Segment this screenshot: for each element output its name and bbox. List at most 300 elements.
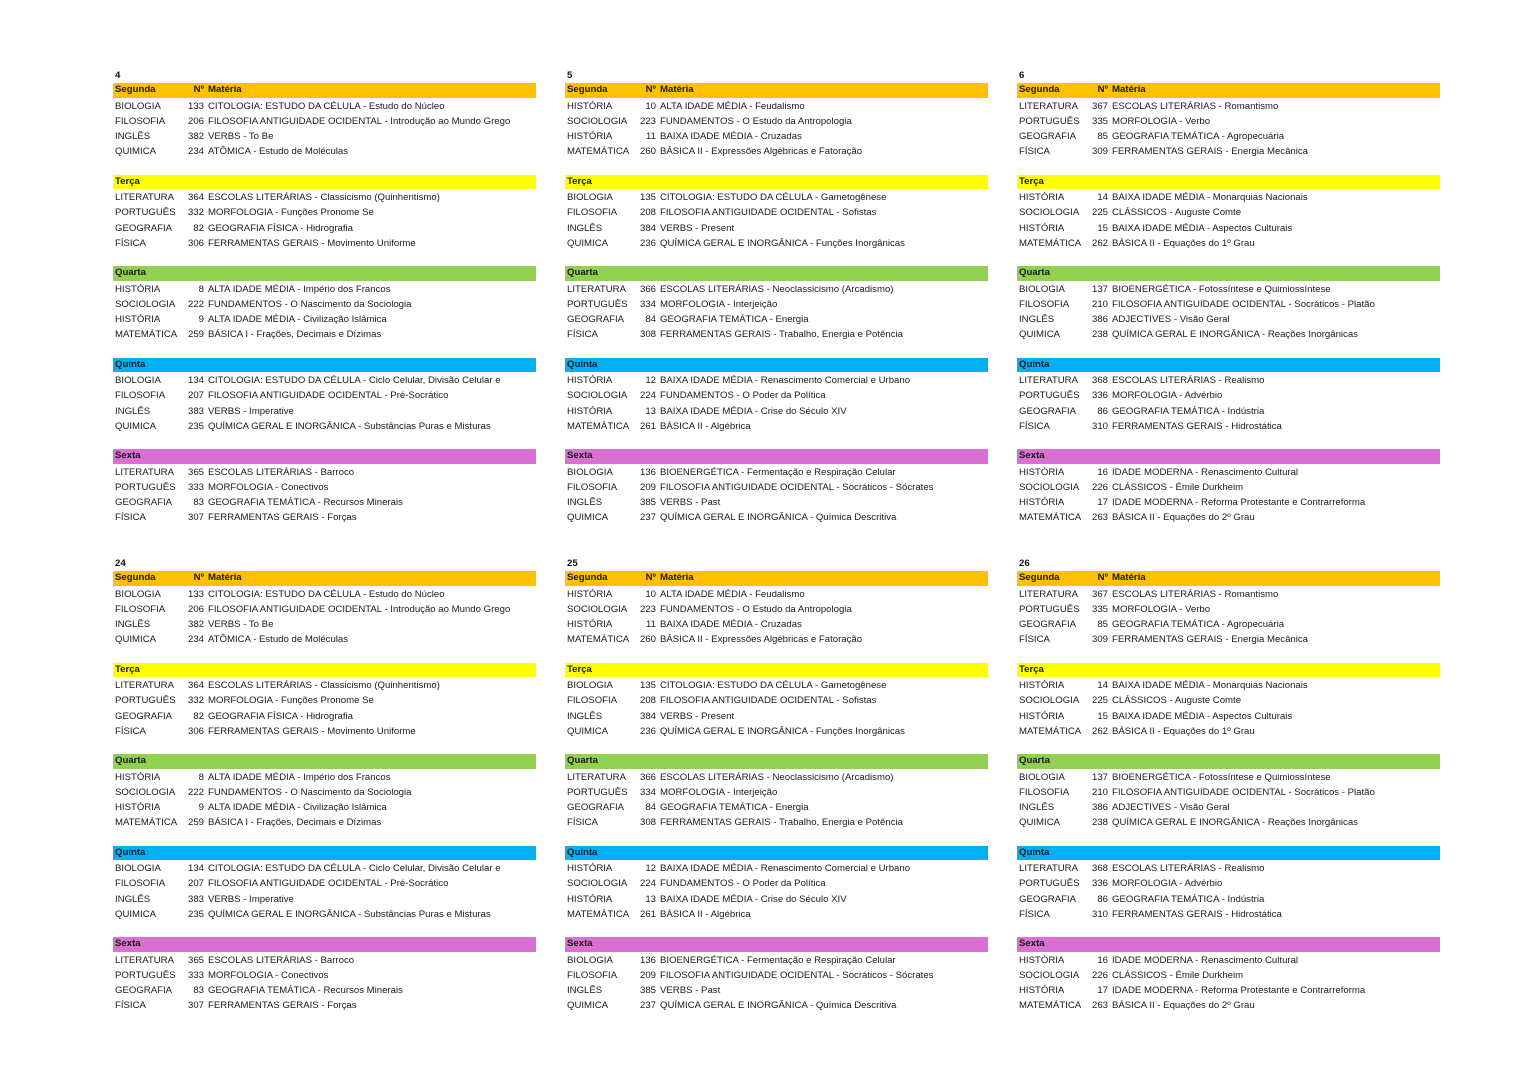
day-section-segunda	[565, 83, 988, 159]
subject-cell: QUIMICA	[1019, 329, 1061, 341]
table-row	[565, 785, 988, 800]
table-row	[1017, 876, 1440, 891]
number-cell: 262	[1091, 725, 1108, 737]
subject-cell: HISTÓRIA	[567, 405, 613, 417]
column-header-subject	[1108, 937, 1440, 952]
topic-cell: ESCOLAS LITERÁRIAS - Barroco	[208, 954, 355, 966]
subject-cell: GEOGRAFIA	[115, 222, 173, 234]
subject-cell: GEOGRAFIA	[115, 710, 173, 722]
table-row	[1017, 221, 1440, 236]
table-row	[113, 114, 536, 129]
topic-cell: MORFOLOGIA - Funções Pronome Se	[208, 207, 374, 219]
topic-cell: MORFOLOGIA - Conectivos	[208, 969, 329, 981]
topic-cell: QUÍMICA GERAL E INORGÂNICA - Funções Inorgânicas	[660, 725, 905, 737]
number-cell: 210	[1091, 298, 1108, 310]
number-cell: 222	[187, 786, 204, 798]
subject-cell: PORTUGUÊS	[1019, 390, 1080, 402]
day-section-quarta	[565, 754, 988, 830]
number-cell: 11	[646, 619, 656, 630]
number-cell: 309	[1091, 146, 1108, 158]
day-header	[565, 937, 988, 952]
subject-cell: LITERATURA	[115, 466, 174, 478]
column-header-number	[639, 754, 656, 769]
day-name: Quarta	[115, 267, 146, 279]
topic-cell: BÁSICA II - Algébrica	[660, 420, 751, 432]
number-cell: 17	[1097, 985, 1108, 996]
table-row	[1017, 236, 1440, 251]
day-section-quarta	[1017, 266, 1440, 342]
table-row	[113, 907, 536, 922]
day-section-terca	[113, 175, 536, 251]
subject-cell: MATEMÁTICA	[1019, 512, 1082, 524]
subject-cell: HISTÓRIA	[115, 283, 161, 295]
day-header	[565, 846, 988, 861]
day-header	[1017, 754, 1440, 769]
day-header	[565, 266, 988, 281]
subject-cell: LITERATURA	[115, 954, 174, 966]
topic-cell: ALTA IDADE MÉDIA - Civilização Islâmica	[208, 802, 387, 813]
subject-cell: BIOLOGIA	[115, 863, 161, 874]
table-row	[1017, 480, 1440, 495]
topic-cell: FERRAMENTAS GERAIS - Energia Mecânica	[1112, 634, 1309, 646]
day-section-quarta	[1017, 754, 1440, 830]
subject-cell: INGLÊS	[115, 893, 151, 905]
subject-cell: FÍSICA	[115, 725, 146, 737]
subject-cell: PORTUGUÊS	[1019, 878, 1080, 890]
topic-cell: ESCOLAS LITERÁRIAS - Classicismo (Quinhentismo)	[208, 680, 440, 691]
subject-cell: BIOLOGIA	[115, 588, 161, 600]
number-cell: 263	[1091, 512, 1108, 524]
column-header-subject	[656, 266, 988, 281]
column-header-number: Nº	[1097, 84, 1108, 96]
number-cell: 85	[1097, 131, 1108, 142]
day-section-quinta	[565, 846, 988, 922]
subject-cell: BIOLOGIA	[115, 375, 161, 386]
column-header-subject: Matéria	[208, 572, 242, 584]
column-header-subject	[204, 754, 536, 769]
subject-cell: SOCIOLOGIA	[1019, 481, 1080, 493]
day-name: Segunda	[115, 84, 156, 96]
number-cell: 386	[1091, 314, 1108, 325]
table-row	[1017, 495, 1440, 510]
subject-cell: FILOSOFIA	[567, 481, 618, 493]
subject-cell: HISTÓRIA	[567, 131, 613, 142]
number-cell: 208	[639, 695, 656, 707]
number-cell: 306	[187, 237, 204, 249]
subject-cell: HISTÓRIA	[567, 588, 613, 600]
number-cell: 236	[639, 725, 656, 737]
day-name: Terça	[115, 663, 140, 675]
topic-cell: ESCOLAS LITERÁRIAS - Romantismo	[1112, 100, 1279, 112]
subject-cell: MATEMÁTICA	[567, 634, 630, 646]
table-row	[1017, 419, 1440, 434]
column-header-subject	[656, 754, 988, 769]
subject-cell: INGLÊS	[567, 497, 603, 508]
subject-cell: LITERATURA	[115, 680, 174, 691]
table-row	[1017, 861, 1440, 876]
topic-cell: QUÍMICA GERAL E INORGÂNICA - Reações Inorgânicas	[1112, 817, 1358, 829]
table-row	[565, 968, 988, 983]
column-header-subject	[204, 937, 536, 952]
subject-cell: HISTÓRIA	[567, 863, 613, 874]
subject-cell: PORTUGUÊS	[1019, 603, 1080, 615]
table-row	[113, 861, 536, 876]
table-row	[113, 373, 536, 388]
number-cell: 334	[639, 298, 656, 310]
table-row	[565, 632, 988, 647]
topic-cell: CLÁSSICOS - Émile Durkheim	[1112, 481, 1244, 493]
column-header-number	[639, 846, 656, 861]
number-cell: 86	[1097, 405, 1108, 417]
table-row	[565, 221, 988, 236]
table-row	[113, 724, 536, 739]
topic-cell: ALTA IDADE MÉDIA - Império dos Francos	[208, 283, 391, 295]
schedule-block	[1017, 556, 1440, 1029]
column-header-subject	[204, 175, 536, 190]
day-name: Terça	[567, 175, 592, 187]
table-row	[113, 221, 536, 236]
column-header-subject: Matéria	[208, 84, 242, 96]
number-cell: 13	[645, 405, 656, 417]
table-row	[113, 953, 536, 968]
column-header-number	[187, 937, 204, 952]
number-cell: 385	[639, 985, 656, 996]
topic-cell: QUÍMICA GERAL E INORGÂNICA - Reações Inorgânicas	[1112, 329, 1358, 341]
column-header-number: Nº	[645, 572, 656, 584]
day-section-segunda	[113, 571, 536, 647]
day-section-sexta	[113, 937, 536, 1013]
subject-cell: GEOGRAFIA	[1019, 893, 1077, 905]
schedule-block	[113, 68, 536, 541]
table-row	[113, 404, 536, 419]
column-header-number	[1091, 663, 1108, 678]
column-header-subject	[1108, 266, 1440, 281]
day-header	[1017, 663, 1440, 678]
day-section-sexta	[565, 449, 988, 525]
subject-cell: SOCIOLOGIA	[567, 603, 628, 615]
topic-cell: FUNDAMENTOS - O Poder da Política	[660, 390, 826, 402]
topic-cell: BAIXA IDADE MÉDIA - Cruzadas	[660, 131, 802, 142]
table-row	[565, 373, 988, 388]
number-cell: 235	[187, 908, 204, 920]
topic-cell: BÁSICA II - Equações do 2º Grau	[1112, 1000, 1255, 1012]
table-row	[1017, 99, 1440, 114]
table-row	[113, 236, 536, 251]
topic-cell: GEOGRAFIA TEMÁTICA - Agropecuária	[1112, 619, 1285, 630]
day-header	[565, 663, 988, 678]
topic-cell: FILOSOFIA ANTIGUIDADE OCIDENTAL - Introdução ao Mundo Grego	[208, 115, 511, 127]
number-cell: 224	[639, 390, 656, 402]
topic-cell: FERRAMENTAS GERAIS - Hidrostática	[1112, 420, 1282, 432]
topic-cell: GEOGRAFIA FÍSICA - Hidrografia	[208, 710, 354, 722]
topic-cell: BÁSICA II - Equações do 1º Grau	[1112, 725, 1255, 737]
topic-cell: BAIXA IDADE MÉDIA - Monarquias Nacionais	[1112, 192, 1308, 203]
number-cell: 364	[187, 680, 204, 691]
table-row	[113, 495, 536, 510]
number-cell: 82	[193, 222, 204, 234]
topic-cell: CITOLOGIA: ESTUDO DA CÉLULA - Ciclo Celular, Divisão Celular e	[208, 863, 501, 874]
table-row	[565, 190, 988, 205]
number-cell: 14	[1097, 192, 1108, 203]
subject-cell: HISTÓRIA	[1019, 192, 1065, 203]
topic-cell: BÁSICA II - Equações do 2º Grau	[1112, 512, 1255, 524]
table-row	[565, 465, 988, 480]
topic-cell: CLÁSSICOS - Émile Durkheim	[1112, 969, 1244, 981]
table-row	[1017, 602, 1440, 617]
table-row	[1017, 114, 1440, 129]
table-row	[1017, 983, 1440, 998]
number-cell: 134	[187, 375, 204, 386]
topic-cell: GEOGRAFIA TEMÁTICA - Recursos Minerais	[208, 985, 403, 996]
day-name: Quarta	[1019, 267, 1050, 279]
table-row	[1017, 373, 1440, 388]
day-section-sexta	[1017, 449, 1440, 525]
schedule-block	[113, 556, 536, 1029]
column-header-subject: Matéria	[1112, 84, 1146, 96]
day-header	[113, 175, 536, 190]
topic-cell: FILOSOFIA ANTIGUIDADE OCIDENTAL - Sofistas	[660, 695, 877, 707]
day-name: Segunda	[115, 572, 156, 584]
topic-cell: CITOLOGIA: ESTUDO DA CÉLULA - Estudo do Núcleo	[208, 588, 445, 600]
column-header-number	[639, 663, 656, 678]
number-cell: 223	[639, 603, 656, 615]
topic-cell: FILOSOFIA ANTIGUIDADE OCIDENTAL - Socráticos - Platão	[1112, 786, 1375, 798]
topic-cell: BAIXA IDADE MÉDIA - Cruzadas	[660, 619, 802, 630]
subject-cell: FÍSICA	[567, 329, 598, 341]
number-cell: 208	[639, 207, 656, 219]
number-cell: 136	[639, 954, 656, 966]
day-header	[1017, 571, 1440, 586]
column-header-subject: Matéria	[660, 572, 694, 584]
subject-cell: LITERATURA	[1019, 863, 1078, 874]
number-cell: 332	[187, 695, 204, 707]
block-number: 25	[567, 558, 578, 569]
number-cell: 83	[193, 985, 204, 996]
table-row	[565, 709, 988, 724]
number-cell: 235	[187, 420, 204, 432]
day-name: Terça	[1019, 175, 1044, 187]
table-row	[113, 785, 536, 800]
subject-cell: HISTÓRIA	[1019, 497, 1065, 508]
column-header-number	[187, 846, 204, 861]
table-row	[1017, 953, 1440, 968]
table-row	[565, 678, 988, 693]
schedule-block	[565, 556, 988, 1029]
day-name: Segunda	[567, 572, 608, 584]
number-cell: 10	[645, 588, 656, 600]
topic-cell: FERRAMENTAS GERAIS - Movimento Uniforme	[208, 725, 416, 737]
number-cell: 13	[645, 893, 656, 905]
subject-cell: FILOSOFIA	[1019, 298, 1070, 310]
table-row	[1017, 617, 1440, 632]
topic-cell: FUNDAMENTOS - O Estudo da Antropologia	[660, 603, 852, 615]
subject-cell: LITERATURA	[1019, 375, 1078, 386]
subject-cell: GEOGRAFIA	[567, 802, 625, 813]
number-cell: 333	[187, 481, 204, 493]
number-cell: 133	[187, 100, 204, 112]
table-row	[565, 876, 988, 891]
topic-cell: ESCOLAS LITERÁRIAS - Neoclassicismo (Arcadismo)	[660, 283, 894, 295]
table-row	[565, 99, 988, 114]
day-name: Segunda	[1019, 84, 1060, 96]
day-name: Quinta	[1019, 358, 1050, 370]
subject-cell: INGLÊS	[115, 405, 151, 417]
day-section-sexta	[113, 449, 536, 525]
subject-cell: FÍSICA	[567, 817, 598, 829]
table-row	[1017, 785, 1440, 800]
topic-cell: FERRAMENTAS GERAIS - Movimento Uniforme	[208, 237, 416, 249]
subject-cell: QUIMICA	[567, 512, 609, 524]
day-section-sexta	[565, 937, 988, 1013]
subject-cell: MATEMÁTICA	[567, 146, 630, 158]
number-cell: 209	[639, 481, 656, 493]
column-header-number	[639, 266, 656, 281]
day-header	[1017, 266, 1440, 281]
number-cell: 382	[187, 619, 204, 630]
day-header	[1017, 83, 1440, 98]
schedule-block	[1017, 68, 1440, 541]
subject-cell: FILOSOFIA	[567, 969, 618, 981]
day-name: Terça	[1019, 663, 1044, 675]
number-cell: 259	[187, 329, 204, 341]
subject-cell: SOCIOLOGIA	[115, 786, 176, 798]
number-cell: 383	[187, 405, 204, 417]
day-section-quinta	[113, 846, 536, 922]
table-row	[113, 282, 536, 297]
table-row	[113, 144, 536, 159]
day-section-terca	[565, 175, 988, 251]
topic-cell: CITOLOGIA: ESTUDO DA CÉLULA - Ciclo Celular, Divisão Celular e	[208, 375, 501, 386]
topic-cell: FUNDAMENTOS - O Nascimento da Sociologia	[208, 298, 412, 310]
table-row	[1017, 282, 1440, 297]
column-header-number	[187, 266, 204, 281]
topic-cell: MORFOLOGIA - Interjeição	[660, 298, 778, 310]
topic-cell: ESCOLAS LITERÁRIAS - Neoclassicismo (Arcadismo)	[660, 771, 894, 783]
topic-cell: GEOGRAFIA TEMÁTICA - Indústria	[1112, 405, 1265, 417]
table-row	[113, 892, 536, 907]
number-cell: 134	[187, 863, 204, 874]
topic-cell: VERBS - Past	[660, 497, 721, 508]
table-row	[1017, 327, 1440, 342]
table-row	[565, 327, 988, 342]
subject-cell: LITERATURA	[1019, 100, 1078, 112]
subject-cell: QUIMICA	[1019, 817, 1061, 829]
subject-cell: FILOSOFIA	[1019, 786, 1070, 798]
subject-cell: SOCIOLOGIA	[1019, 207, 1080, 219]
number-cell: 234	[187, 634, 204, 646]
subject-cell: PORTUGUÊS	[567, 786, 628, 798]
block-number: 6	[1019, 70, 1025, 81]
day-header	[1017, 175, 1440, 190]
subject-cell: HISTÓRIA	[567, 100, 613, 112]
number-cell: 210	[1091, 786, 1108, 798]
column-header-number: Nº	[645, 84, 656, 96]
subject-cell: MATEMÁTICA	[115, 329, 178, 341]
number-cell: 260	[639, 146, 656, 158]
topic-cell: FERRAMENTAS GERAIS - Forças	[208, 1000, 357, 1012]
day-header	[113, 449, 536, 464]
number-cell: 307	[187, 1000, 204, 1012]
table-row	[565, 312, 988, 327]
topic-cell: BIOENERGÉTICA - Fotossíntese e Quimiossíntese	[1112, 771, 1331, 783]
number-cell: 310	[1091, 908, 1108, 920]
day-section-segunda	[113, 83, 536, 159]
column-header-number	[639, 937, 656, 952]
number-cell: 368	[1091, 863, 1108, 874]
day-name: Sexta	[115, 450, 141, 462]
topic-cell: MORFOLOGIA - Advérbio	[1112, 878, 1223, 890]
subject-cell: INGLÊS	[1019, 314, 1055, 325]
topic-cell: BÁSICA II - Expressões Algébricas e Fatoração	[660, 146, 863, 158]
number-cell: 366	[639, 283, 656, 295]
column-header-number	[1091, 846, 1108, 861]
day-header	[113, 571, 536, 586]
day-header	[565, 571, 988, 586]
number-cell: 135	[639, 192, 656, 203]
topic-cell: MORFOLOGIA - Conectivos	[208, 481, 329, 493]
subject-cell: HISTÓRIA	[1019, 222, 1065, 234]
subject-cell: HISTÓRIA	[1019, 985, 1065, 996]
subject-cell: HISTÓRIA	[567, 893, 613, 905]
column-header-number	[1091, 175, 1108, 190]
column-header-subject	[1108, 663, 1440, 678]
day-header	[113, 83, 536, 98]
day-name: Sexta	[115, 938, 141, 950]
table-row	[565, 998, 988, 1013]
table-row	[113, 617, 536, 632]
table-row	[1017, 632, 1440, 647]
table-row	[565, 236, 988, 251]
topic-cell: BAIXA IDADE MÉDIA - Renascimento Comercial e Urbano	[660, 375, 911, 386]
topic-cell: BIOENERGÉTICA - Fermentação e Respiração Celular	[660, 954, 896, 966]
day-section-segunda	[1017, 571, 1440, 647]
day-section-sexta	[1017, 937, 1440, 1013]
topic-cell: FILOSOFIA ANTIGUIDADE OCIDENTAL - Sofistas	[660, 207, 877, 219]
topic-cell: ESCOLAS LITERÁRIAS - Classicismo (Quinhentismo)	[208, 192, 440, 203]
number-cell: 332	[187, 207, 204, 219]
table-row	[1017, 678, 1440, 693]
topic-cell: FERRAMENTAS GERAIS - Forças	[208, 512, 357, 524]
column-header-subject	[656, 937, 988, 952]
number-cell: 9	[198, 802, 204, 813]
number-cell: 10	[645, 100, 656, 112]
table-row	[565, 495, 988, 510]
subject-cell: FÍSICA	[115, 512, 146, 524]
topic-cell: ALTA IDADE MÉDIA - Império dos Francos	[208, 771, 391, 783]
subject-cell: LITERATURA	[567, 283, 626, 295]
day-section-terca	[565, 663, 988, 739]
topic-cell: QUÍMICA GERAL E INORGÂNICA - Substâncias Puras e Misturas	[208, 420, 491, 432]
topic-cell: CITOLOGIA: ESTUDO DA CÉLULA - Gametogênese	[660, 192, 887, 203]
column-header-number: Nº	[193, 572, 204, 584]
table-row	[1017, 907, 1440, 922]
day-section-quarta	[113, 754, 536, 830]
table-row	[1017, 510, 1440, 525]
table-row	[1017, 205, 1440, 220]
day-name: Segunda	[567, 84, 608, 96]
subject-cell: FÍSICA	[1019, 908, 1050, 920]
number-cell: 260	[639, 634, 656, 646]
column-header-subject	[1108, 175, 1440, 190]
topic-cell: MORFOLOGIA - Funções Pronome Se	[208, 695, 374, 707]
number-cell: 336	[1091, 390, 1108, 402]
table-row	[1017, 892, 1440, 907]
table-row	[1017, 144, 1440, 159]
table-row	[113, 678, 536, 693]
day-header	[565, 175, 988, 190]
number-cell: 133	[187, 588, 204, 600]
number-cell: 14	[1097, 680, 1108, 691]
